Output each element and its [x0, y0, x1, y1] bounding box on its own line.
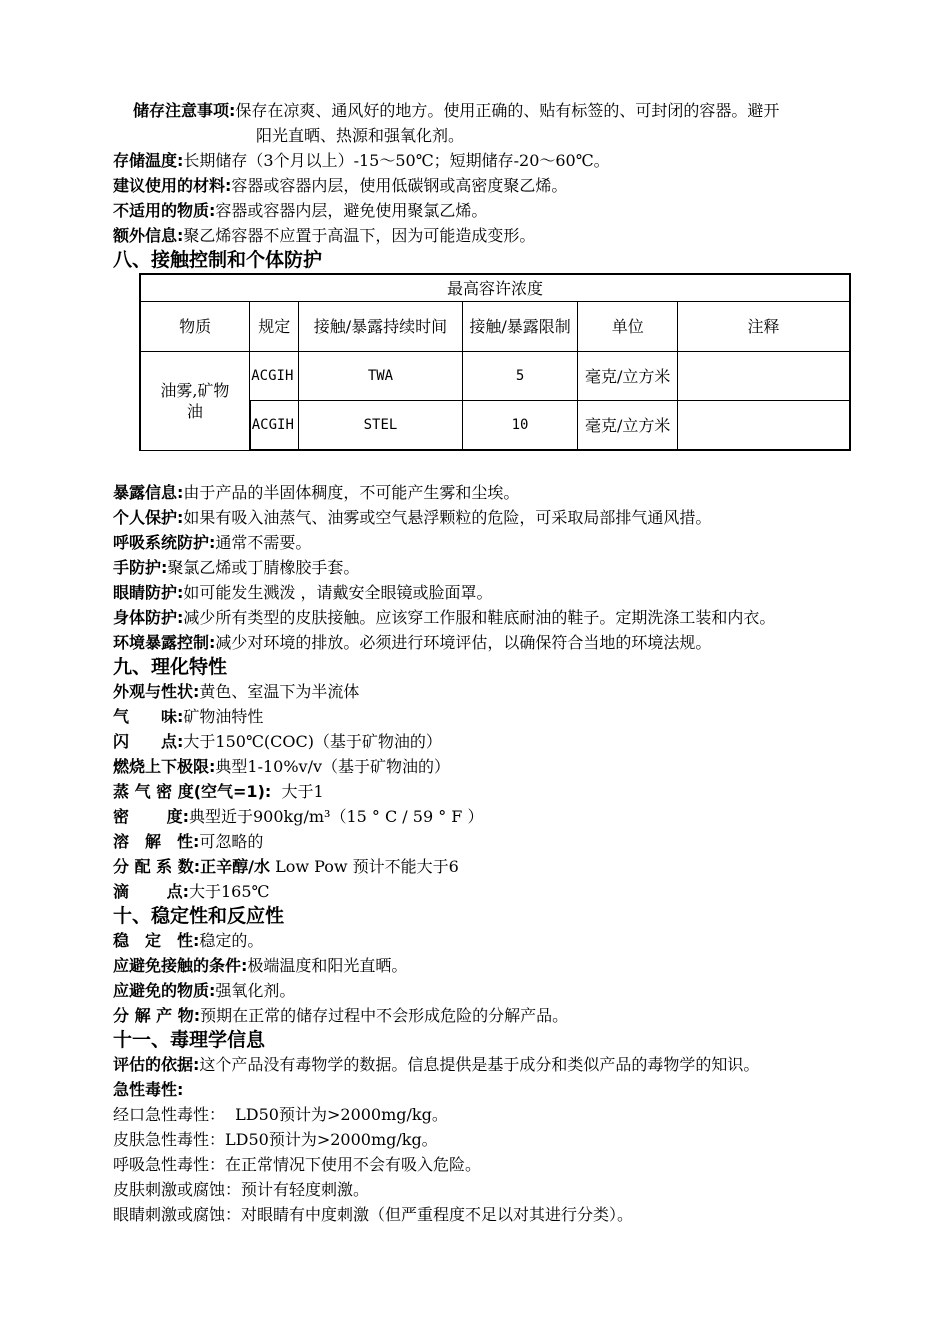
extra-info: [113, 226, 535, 246]
header-unit: 单位: [578, 302, 678, 352]
exposure-info: [113, 483, 519, 503]
materials-to-avoid: [113, 981, 295, 1001]
item-value: 由于产品的半固体稠度，不可能产生雾和尘埃。: [183, 483, 520, 502]
solubility: [113, 832, 263, 852]
section-11-heading: 十一、毒理学信息: [113, 1029, 266, 1051]
respiratory-protection: [113, 533, 311, 553]
cell-unit: 毫克/立方米: [578, 352, 678, 401]
cell-substance: 油雾,矿物油: [140, 352, 250, 451]
item-label: 眼睛防护:: [113, 583, 184, 602]
storage-notes-label: 储存注意事项:: [133, 101, 236, 120]
table-header-row: [140, 302, 850, 352]
item-value: 黄色、室温下为半流体: [199, 682, 360, 701]
item-value: 大于165℃: [188, 882, 270, 901]
appearance: [113, 682, 359, 702]
inhalation-toxicity: 呼吸急性毒性：在正常情况下使用不会有吸入危险。: [113, 1155, 482, 1174]
oral-toxicity: 经口急性毒性： LD50预计为>2000mg/kg。: [113, 1105, 448, 1124]
cell-duration: TWA: [299, 352, 463, 401]
flammability-limits: [113, 757, 450, 777]
conditions-to-avoid: [113, 956, 407, 976]
eye-protection: [113, 583, 493, 603]
hand-protection: [113, 558, 359, 578]
exposure-limits-table: [139, 273, 851, 451]
item-value: 典型近于900kg/m³（15 ° C / 59 ° F ）: [188, 807, 484, 826]
item-label: 蒸 气 密 度(空气=1):: [113, 782, 272, 801]
basis-value: 这个产品没有毒物学的数据。信息提供是基于成分和类似产品的毒物学的知识。: [199, 1055, 760, 1074]
item-label: 燃烧上下极限:: [113, 757, 216, 776]
eye-irritation: 眼睛刺激或腐蚀：对眼睛有中度刺激（但严重程度不足以对其进行分类）。: [113, 1205, 634, 1224]
skin-irritation: 皮肤刺激或腐蚀：预计有轻度刺激。: [113, 1180, 370, 1199]
storage-notes-value: 保存在凉爽、通风好的地方。使用正确的、贴有标签的、可封闭的容器。避开: [235, 101, 780, 120]
item-value: 聚氯乙烯或丁腈橡胶手套。: [167, 558, 360, 577]
item-label: 滴 点:: [113, 882, 189, 901]
storage-temp-label: 存储温度:: [113, 151, 184, 170]
item-label: 分 配 系 数:: [113, 857, 201, 876]
storage-notes-continued: 阳光直晒、热源和强氧化剂。: [256, 126, 465, 145]
item-value: 预期在正常的储存过程中不会形成危险的分解产品。: [200, 1006, 569, 1025]
stability: [113, 931, 263, 951]
item-label: 稳 定 性:: [113, 931, 200, 950]
item-value: 减少所有类型的皮肤接触。应该穿工作服和鞋底耐油的鞋子。定期洗涤工装和内衣。: [183, 608, 776, 627]
storage-notes: [133, 101, 779, 121]
recommended-materials: [113, 176, 567, 196]
item-value-bold: 正辛醇/水: [200, 857, 270, 876]
decomposition-products: [113, 1006, 568, 1026]
header-limit: 接触/暴露限制: [462, 302, 578, 352]
extra-info-value: 聚乙烯容器不应置于高温下，因为可能造成变形。: [183, 226, 536, 245]
item-label: 溶 解 性:: [113, 832, 200, 851]
item-label: 外观与性状:: [113, 682, 200, 701]
item-value: 如果有吸入油蒸气、油雾或空气悬浮颗粒的危险，可采取局部排气通风措。: [183, 508, 712, 527]
item-value: 可忽略的: [199, 832, 264, 851]
table-title: 最高容许浓度: [140, 274, 850, 302]
materials-label: 建议使用的材料:: [113, 176, 232, 195]
dropping-point: [113, 882, 269, 902]
table-title-row: [140, 274, 850, 302]
item-label: 闪 点:: [113, 732, 184, 751]
density: [113, 807, 484, 827]
body-protection: [113, 608, 775, 628]
item-label: 应避免的物质:: [113, 981, 216, 1000]
materials-value: 容器或容器内层，使用低碳钢或高密度聚乙烯。: [231, 176, 568, 195]
item-value: 减少对环境的排放。必须进行环境评估，以确保符合当地的环境法规。: [215, 633, 712, 652]
item-label: 应避免接触的条件:: [113, 956, 248, 975]
table-row: [140, 352, 850, 401]
odor: [113, 707, 263, 727]
item-label: 呼吸系统防护:: [113, 533, 216, 552]
environmental-exposure-control: [113, 633, 711, 653]
section-9-heading: 九、理化特性: [113, 656, 228, 678]
item-value: 大于1: [271, 782, 324, 801]
vapor-density: [113, 782, 324, 802]
item-value: 通常不需要。: [215, 533, 312, 552]
item-value: 大于150℃(COC)（基于矿物油的）: [183, 732, 442, 751]
item-label: 密 度:: [113, 807, 189, 826]
header-duration: 接触/暴露持续时间: [299, 302, 463, 352]
item-value: 矿物油特性: [183, 707, 264, 726]
item-label: 暴露信息:: [113, 483, 184, 502]
item-value: 如可能发生溅泼 ，请戴安全眼镜或脸面罩。: [183, 583, 493, 602]
item-label: 身体防护:: [113, 608, 184, 627]
unsuitable-label: 不适用的物质:: [113, 201, 216, 220]
assessment-basis: [113, 1055, 759, 1075]
cell-rule: ACGIH: [250, 352, 299, 401]
header-substance: 物质: [140, 302, 250, 352]
partition-coefficient: [113, 857, 459, 877]
cell-limit: 10: [462, 401, 578, 451]
item-label: 分 解 产 物:: [113, 1006, 201, 1025]
section-8-heading: 八、接触控制和个体防护: [113, 249, 323, 271]
storage-temp-value: 长期储存（3个月以上）-15～50℃；短期储存-20～60℃。: [183, 151, 610, 170]
item-label: 气 味:: [113, 707, 184, 726]
cell-note: [678, 352, 850, 401]
cell-limit: 5: [462, 352, 578, 401]
flash-point: [113, 732, 442, 752]
extra-info-label: 额外信息:: [113, 226, 184, 245]
storage-temperature: [113, 151, 610, 171]
item-value: 典型1-10%v/v（基于矿物油的）: [215, 757, 451, 776]
dermal-toxicity: 皮肤急性毒性：LD50预计为>2000mg/kg。: [113, 1130, 438, 1149]
cell-note: [678, 401, 850, 451]
unsuitable-materials: [113, 201, 487, 221]
acute-toxicity-label: 急性毒性:: [113, 1080, 184, 1099]
item-value: Low Pow 预计不能大于6: [269, 857, 459, 876]
item-label: 手防护:: [113, 558, 168, 577]
header-note: 注释: [678, 302, 850, 352]
header-rule: 规定: [250, 302, 299, 352]
cell-rule: ACGIH: [250, 401, 299, 451]
item-label: 个人保护:: [113, 508, 184, 527]
cell-duration: STEL: [299, 401, 463, 451]
unsuitable-value: 容器或容器内层，避免使用聚氯乙烯。: [215, 201, 488, 220]
section-10-heading: 十、稳定性和反应性: [113, 905, 285, 927]
item-value: 稳定的。: [199, 931, 264, 950]
item-value: 极端温度和阳光直晒。: [247, 956, 408, 975]
item-value: 强氧化剂。: [215, 981, 296, 1000]
item-label: 环境暴露控制:: [113, 633, 216, 652]
personal-protection: [113, 508, 711, 528]
cell-unit: 毫克/立方米: [578, 401, 678, 451]
basis-label: 评估的依据:: [113, 1055, 200, 1074]
